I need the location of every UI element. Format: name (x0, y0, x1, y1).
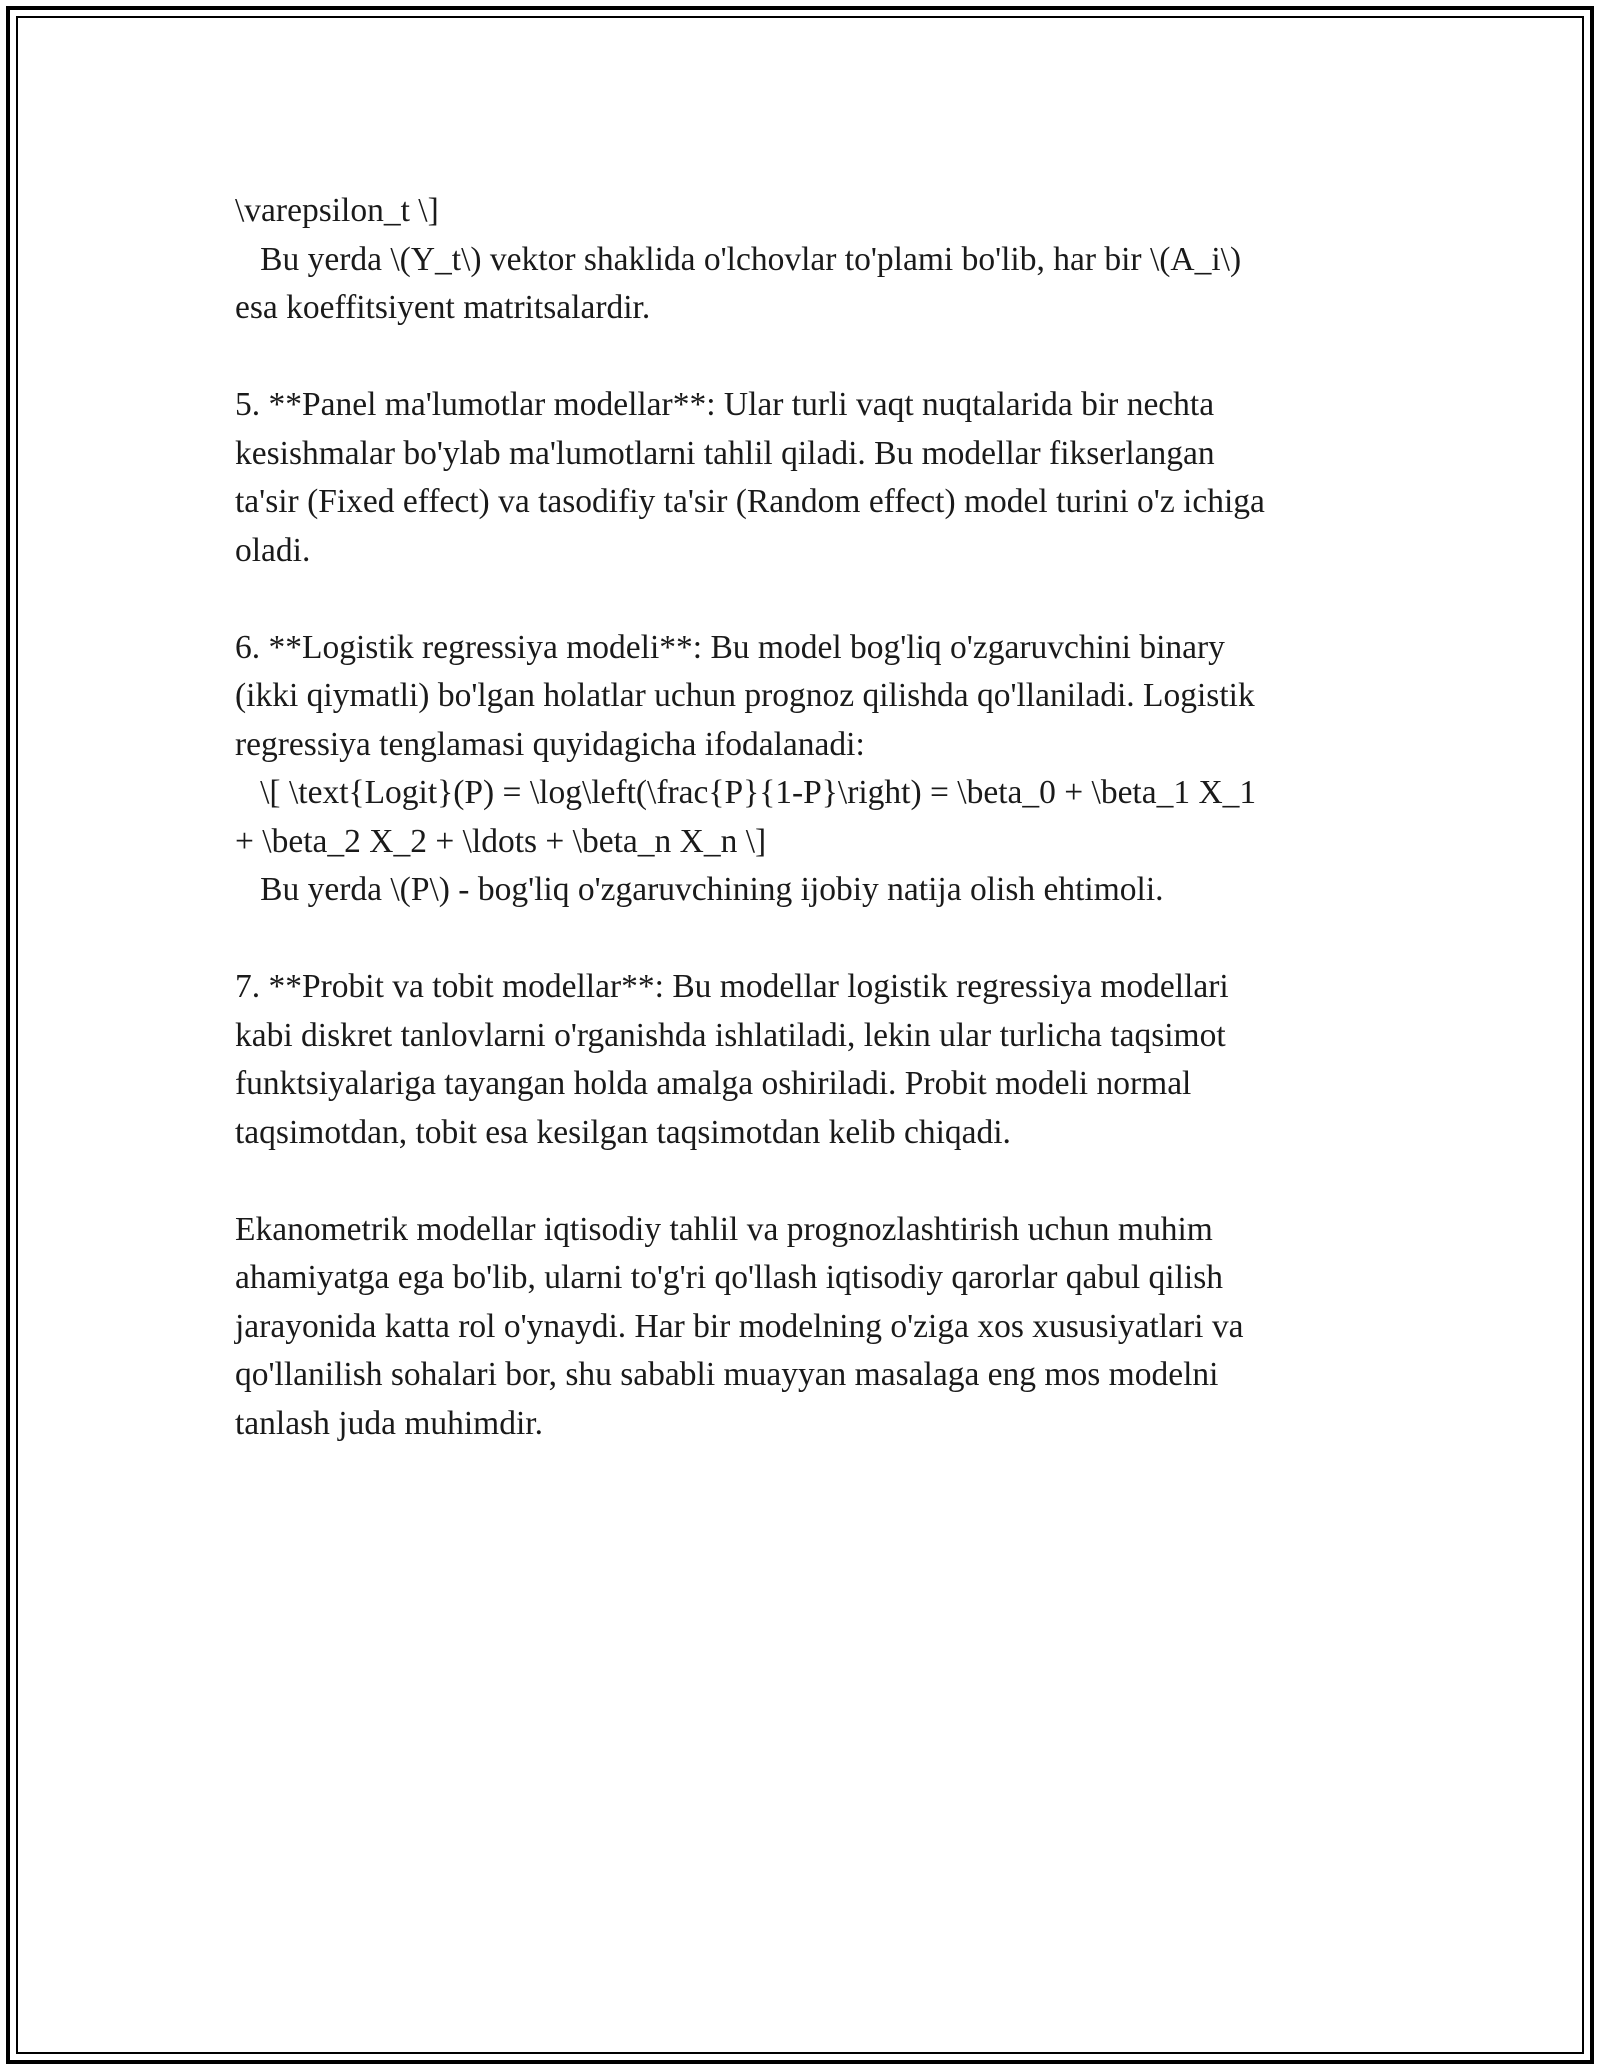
text-line: 6. **Logistik regressiya modeli**: Bu model bog'liq o'zgaruvchini binary (235, 628, 1225, 666)
document-body (235, 187, 1375, 1448)
text-line: Ekanometrik modellar iqtisodiy tahlil va prognozlashtirish uchun muhim (235, 1210, 1213, 1248)
paragraph-spacer (235, 575, 1375, 624)
paragraph-panel-models (235, 381, 1375, 575)
text-line: ta'sir (Fixed effect) va tasodifiy ta'sir (Random effect) model turini o'z ichiga (235, 483, 1265, 520)
paragraph-var-model-note (235, 187, 1375, 333)
text-line: oladi. (235, 531, 311, 569)
text-line: regressiya tenglamasi quyidagicha ifodalanadi: (235, 725, 865, 763)
text-line: kabi diskret tanlovlarni o'rganishda ishlatiladi, lekin ular turlicha taqsimot (235, 1016, 1226, 1054)
paragraph-conclusion (235, 1206, 1375, 1449)
text-line: Bu yerda \(Y_t\) vektor shaklida o'lchovlar to'plami bo'lib, har bir \(A_i\) (235, 240, 1242, 278)
formula-line: \[ \text{Logit}(P) = \log\left(\frac{P}{1-P}\right) = \beta_0 + \beta_1 X_1 (235, 774, 1257, 811)
text-line: Bu yerda \(P\) - bog'liq o'zgaruvchining ijobiy natija olish ehtimoli. (235, 871, 1164, 908)
paragraph-spacer (235, 915, 1375, 964)
text-line: 7. **Probit va tobit modellar**: Bu modellar logistik regressiya modellari (235, 968, 1229, 1005)
text-line: jarayonida katta rol o'ynaydi. Har bir modelning o'ziga xos xususiyatlari va (235, 1307, 1244, 1345)
text-line: ahamiyatga ega bo'lib, ularni to'g'ri qo'llash iqtisodiy qarorlar qabul qilish (235, 1259, 1223, 1296)
text-line: kesishmalar bo'ylab ma'lumotlarni tahlil qiladi. Bu modellar fikserlangan (235, 434, 1215, 472)
paragraph-spacer (235, 333, 1375, 382)
paragraph-logistic-regression (235, 624, 1375, 915)
paragraph-probit-tobit (235, 963, 1375, 1157)
text-line: \varepsilon_t \] (235, 192, 439, 229)
formula-line: + \beta_2 X_2 + \ldots + \beta_n X_n \] (235, 822, 767, 860)
text-line: tanlash juda muhimdir. (235, 1404, 543, 1442)
text-line: taqsimotdan, tobit esa kesilgan taqsimotdan kelib chiqadi. (235, 1113, 1011, 1151)
paragraph-spacer (235, 1157, 1375, 1206)
text-line: 5. **Panel ma'lumotlar modellar**: Ular turli vaqt nuqtalarida bir nechta (235, 386, 1215, 423)
text-line: funktsiyalariga tayangan holda amalga oshiriladi. Probit modeli normal (235, 1065, 1192, 1102)
text-line: qo'llanilish sohalari bor, shu sababli muayyan masalaga eng mos modelni (235, 1356, 1219, 1393)
text-line: (ikki qiymatli) bo'lgan holatlar uchun prognoz qilishda qo'llaniladi. Logistik (235, 677, 1255, 714)
text-line: esa koeffitsiyent matritsalardir. (235, 289, 651, 326)
